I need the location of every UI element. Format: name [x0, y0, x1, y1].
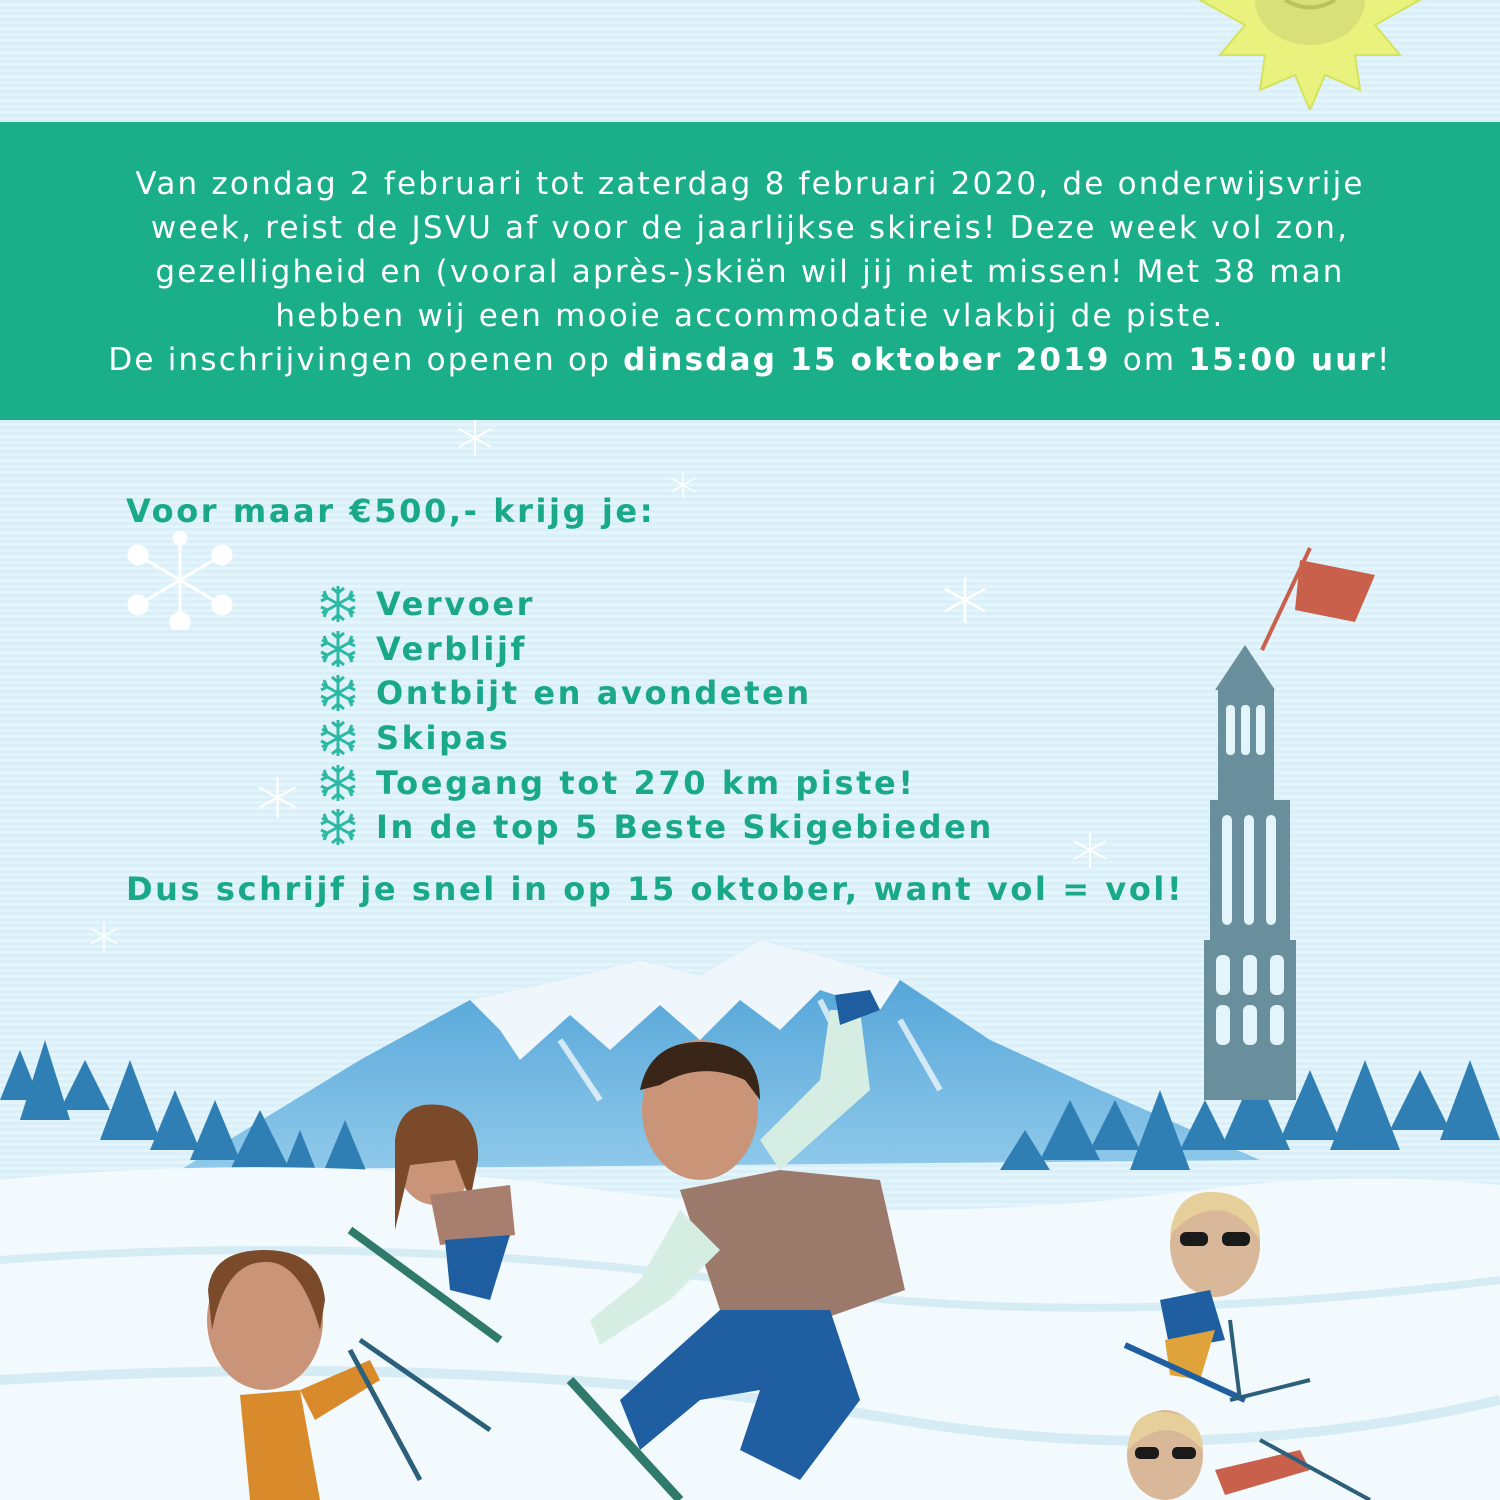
call-to-action: Dus schrijf je snel in op 15 oktober, want vol = vol!	[126, 870, 1185, 908]
registration-time: 15:00 uur	[1188, 342, 1378, 378]
banner-line-1: Van zondag 2 februari tot zaterdag 8 februari 2020, de onderwijsvrije	[135, 166, 1365, 202]
registration-suffix: !	[1377, 342, 1392, 378]
banner-line-4: hebben wij een mooie accommodatie vlakbij de piste.	[275, 298, 1225, 334]
list-item-label: Verblijf	[376, 629, 528, 668]
banner-line-3: gezelligheid en (vooral après-)skiën wil jij niet missen! Met 38 man	[155, 254, 1345, 290]
list-item-label: Skipas	[376, 719, 511, 758]
list-item-label: Vervoer	[376, 585, 536, 624]
registration-mid: om	[1110, 342, 1189, 378]
tower-illustration	[1204, 548, 1375, 1100]
registration-date: dinsdag 15 oktober 2019	[623, 342, 1111, 378]
banner-line-2: week, reist de JSVU af voor de jaarlijkse skireis! Deze week vol zon,	[150, 210, 1350, 246]
list-item-label: Ontbijt en avondeten	[376, 674, 812, 713]
list-item-label: Toegang tot 270 km piste!	[376, 763, 916, 802]
registration-prefix: De inschrijvingen openen op	[108, 342, 624, 378]
list-item-label: In de top 5 Beste Skigebieden	[376, 808, 994, 847]
price-intro: Voor maar €500,- krijg je:	[126, 492, 656, 530]
